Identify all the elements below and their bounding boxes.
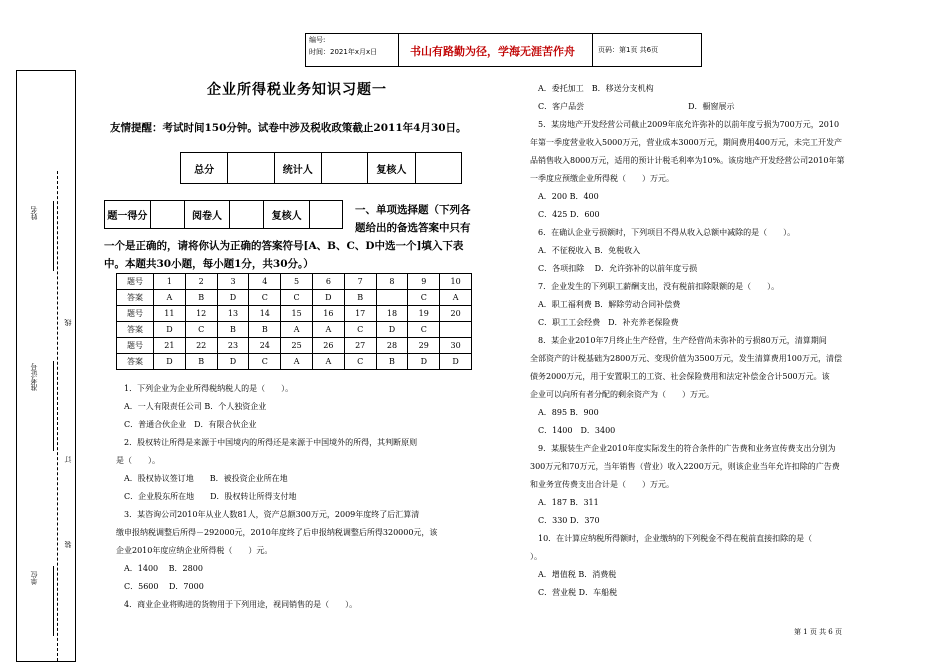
name-label: 姓名 (30, 206, 38, 220)
unit-label: 单位 (30, 571, 38, 585)
page-header (305, 33, 702, 67)
answer-cell[interactable]: B (344, 290, 376, 306)
header-number: 编号: (309, 36, 326, 44)
line-label: 线 (64, 319, 72, 326)
answer-cell[interactable]: A (312, 354, 344, 370)
question-number-cell: 10 (440, 274, 472, 290)
question-line: 企业2010年度应纳企业所得税（ ）元。 (116, 546, 273, 555)
unit-underline (53, 566, 54, 636)
grader-reviewer-label: 复核人 (264, 201, 310, 229)
ticket-label: 准考证号 (30, 363, 38, 391)
answer-cell[interactable]: B (185, 290, 217, 306)
answer-cell[interactable]: D (217, 354, 249, 370)
question-number-cell: 14 (249, 306, 281, 322)
answer-cell[interactable]: D (312, 290, 344, 306)
page-footer: 第 1 页 共 6 页 (793, 628, 842, 636)
question-line: A．职工福利费 B．解除劳动合同补偿费 (538, 300, 681, 309)
question-number-cell: 11 (154, 306, 186, 322)
question-line: C．普通合伙企业 D．有限合伙企业 (124, 420, 257, 429)
total-label: 总分 (181, 153, 228, 184)
question-line: ）。 (530, 552, 542, 561)
question-number-cell: 5 (281, 274, 313, 290)
question-line: 3．某咨询公司2010年从业人数81人，资产总额300万元，2009年度终了后汇算清 (124, 510, 420, 519)
question-number-cell: 17 (344, 306, 376, 322)
question-number-cell: 26 (312, 338, 344, 354)
question-line: A．一人有限责任公司 B．个人独资企业 (124, 402, 267, 411)
binding-line (57, 171, 58, 661)
question-line: 是（ ）。 (116, 456, 160, 465)
section-heading-line1: 一、单项选择题（下列各 (355, 204, 471, 216)
grader-reviewer-cell[interactable] (309, 201, 342, 229)
answer-cell[interactable] (376, 290, 408, 306)
section-heading-line2: 题给出的备选答案中只有 (355, 222, 471, 234)
name-underline (53, 201, 54, 271)
answer-cell[interactable]: C (249, 354, 281, 370)
order-label: 订 (64, 456, 72, 463)
answer-table-row (117, 354, 472, 370)
right-question-column (530, 80, 845, 602)
answer-cell[interactable]: B (249, 322, 281, 338)
answer-cell[interactable]: B (217, 322, 249, 338)
answer-cell[interactable]: D (154, 354, 186, 370)
answer-cell[interactable]: C (408, 290, 440, 306)
question-number-cell: 1 (154, 274, 186, 290)
header-page: 页码：第1页 共6页 (598, 46, 659, 54)
question-number-cell: 15 (281, 306, 313, 322)
answer-cell[interactable]: D (376, 322, 408, 338)
question-number-cell: 27 (344, 338, 376, 354)
question-number-cell: 2 (185, 274, 217, 290)
answer-cell[interactable]: A (440, 290, 472, 306)
section-heading-line3: 一个是正确的，请将你认为正确的答案符号[A、B、C、D中选一个]填入下表 (104, 240, 464, 252)
question-line: A．增值税 B．消费税 (538, 570, 617, 579)
header-motto: 书山有路勤为径，学海无涯苦作舟 (410, 45, 575, 58)
question-number-cell: 12 (185, 306, 217, 322)
answer-cell[interactable]: C (344, 354, 376, 370)
question-line: C．5600 D．7000 (124, 582, 204, 591)
answer-cell[interactable]: B (185, 354, 217, 370)
question-number-cell: 9 (408, 274, 440, 290)
question-line: 2．股权转让所得是来源于中国境内的所得还是来源于中国境外的所得，其判断原则 (124, 438, 418, 447)
ticket-underline (53, 361, 54, 451)
answer-row-label: 答案 (117, 290, 154, 306)
question-number-cell: 18 (376, 306, 408, 322)
score-table (180, 152, 462, 184)
answer-row-label: 题号 (117, 306, 154, 322)
answer-table-row (117, 306, 472, 322)
question-number-cell: 16 (312, 306, 344, 322)
answer-cell[interactable]: C (249, 290, 281, 306)
question-line: 4．商业企业将购进的货物用于下列用途，视同销售的是（ ）。 (124, 600, 358, 609)
answer-cell[interactable]: C (185, 322, 217, 338)
question-number-cell: 4 (249, 274, 281, 290)
answer-row-label: 题号 (117, 274, 154, 290)
answer-cell[interactable]: D (408, 354, 440, 370)
question-number-cell: 20 (440, 306, 472, 322)
answer-row-label: 答案 (117, 354, 154, 370)
question-line: A．委托加工 B．移送分支机构 (538, 84, 654, 93)
bind-label: 装 (64, 541, 72, 548)
answer-cell[interactable]: B (376, 354, 408, 370)
question-number-cell: 25 (281, 338, 313, 354)
answer-row-label: 题号 (117, 338, 154, 354)
question-line: A．不征税收入 B．免税收入 (538, 246, 641, 255)
question-line: C．425 D．600 (538, 210, 600, 219)
question-line: C．企业股东所在地 D．股权转让所得支付地 (124, 492, 297, 501)
question-line: A．1400 B．2800 (124, 564, 203, 573)
question-number-cell: 6 (312, 274, 344, 290)
question-number-cell: 28 (376, 338, 408, 354)
question-line: 5．某房地产开发经营公司截止2009年底允许弥补的以前年度亏损为700万元，2010 (538, 120, 840, 129)
header-time: 时间：2021年x月x日 (309, 48, 378, 56)
answer-cell[interactable]: D (440, 354, 472, 370)
question-line: A．股权协议签订地 B．被投资企业所在地 (124, 474, 288, 483)
question-line: C．各项扣除 D．允许弥补的以前年度亏损 (538, 264, 698, 273)
marker-cell[interactable] (230, 201, 264, 229)
question-line: A．187 B．311 (538, 498, 599, 507)
left-question-column (116, 380, 437, 614)
answer-table (116, 273, 472, 370)
question-line: 6．在确认企业亏损额时，下列项目不得从收入总额中减除的是（ ）。 (538, 228, 796, 237)
question-line: 品销售收入8000万元，适用的预计计税毛利率为10%。该房地产开发经营公司2010年第 (530, 156, 845, 165)
question-line: C．1400 D．3400 (538, 426, 616, 435)
question-line: 9．某服装生产企业2010年度实际发生的符合条件的广告费和业务宣传费支出分别为 (538, 444, 836, 453)
marker-label: 阅卷人 (184, 201, 230, 229)
answer-table-row (117, 322, 472, 338)
section-heading-line4: 中。本题共30小题，每小题1分，共30分。） (104, 258, 314, 270)
counter-label: 统计人 (274, 153, 321, 184)
question-number-cell: 23 (217, 338, 249, 354)
question-line: C．客户品尝 D．橱窗展示 (538, 102, 735, 111)
binding-margin (16, 70, 76, 662)
exam-tip: 友情提醒：考试时间150分钟。试卷中涉及税收政策截止2011年4月30日。 (110, 122, 467, 134)
header-motto-cell (398, 34, 593, 66)
reviewer-cell[interactable] (415, 153, 461, 184)
grader-table (104, 200, 343, 229)
answer-table-row (117, 290, 472, 306)
question-number-cell: 29 (408, 338, 440, 354)
question-number-cell: 21 (154, 338, 186, 354)
answer-cell[interactable]: A (281, 354, 313, 370)
question-line: C．职工工会经费 D．补充养老保险费 (538, 318, 679, 327)
question-line: 全部资产的计税基础为2800万元、变现价值为3500万元，发生清算费用100万元，清偿 (530, 354, 842, 363)
answer-cell[interactable]: A (281, 322, 313, 338)
header-meta (306, 34, 399, 66)
page-title: 企业所得税业务知识习题一 (207, 82, 387, 98)
question-line: 缴申报纳税调整后所得－292000元，2010年度终了后申报纳税调整后所得320000元，该 (116, 528, 438, 537)
question-number-cell: 30 (440, 338, 472, 354)
question-line: 和业务宣传费支出合计是（ ）万元。 (530, 480, 674, 489)
answer-cell[interactable]: A (154, 290, 186, 306)
section-score-cell[interactable] (150, 201, 184, 229)
answer-cell[interactable]: D (217, 290, 249, 306)
section-score-label: 题一得分 (105, 201, 151, 229)
answer-cell[interactable]: C (281, 290, 313, 306)
question-line: 年第一季度营业收入5000万元，营业成本3000万元，期间费用400万元，未完工开发产 (530, 138, 842, 147)
question-line: C．营业税 D．车船税 (538, 588, 618, 597)
answer-cell[interactable] (440, 322, 472, 338)
question-number-cell: 24 (249, 338, 281, 354)
question-number-cell: 22 (185, 338, 217, 354)
reviewer-label: 复核人 (368, 153, 415, 184)
question-number-cell: 19 (408, 306, 440, 322)
question-line: A．200 B．400 (538, 192, 599, 201)
answer-table-row (117, 274, 472, 290)
question-line: 8．某企业2010年7月终止生产经营，生产经营尚未弥补的亏损80万元，清算期间 (538, 336, 827, 345)
counter-cell[interactable] (321, 153, 367, 184)
answer-cell[interactable]: C (344, 322, 376, 338)
question-line: A．895 B．900 (538, 408, 599, 417)
question-number-cell: 8 (376, 274, 408, 290)
question-number-cell: 13 (217, 306, 249, 322)
question-line: C．330 D．370 (538, 516, 600, 525)
answer-row-label: 答案 (117, 322, 154, 338)
answer-cell[interactable]: C (408, 322, 440, 338)
answer-table-row (117, 338, 472, 354)
question-line: 债务2000万元，用于安置职工的工资、社会保险费用和法定补偿金合计500万元。该 (530, 372, 830, 381)
question-number-cell: 3 (217, 274, 249, 290)
total-cell[interactable] (228, 153, 274, 184)
question-line: 一季度应预缴企业所得税（ ）万元。 (530, 174, 674, 183)
question-line: 7．企业发生的下列职工薪酬支出，没有税前扣除限额的是（ ）。 (538, 282, 780, 291)
question-line: 1．下列企业为企业所得税纳税人的是（ ）。 (124, 384, 294, 393)
answer-cell[interactable]: D (154, 322, 186, 338)
answer-cell[interactable]: A (312, 322, 344, 338)
question-line: 企业可以向所有者分配的剩余资产为（ ）万元。 (530, 390, 714, 399)
question-line: 300万元和70万元，当年销售（营业）收入2200万元，则该企业当年允许扣除的广告费 (530, 462, 840, 471)
question-number-cell: 7 (344, 274, 376, 290)
question-line: 10．在计算应纳税所得额时，企业缴纳的下列税金不得在税前直接扣除的是（ (538, 534, 813, 543)
